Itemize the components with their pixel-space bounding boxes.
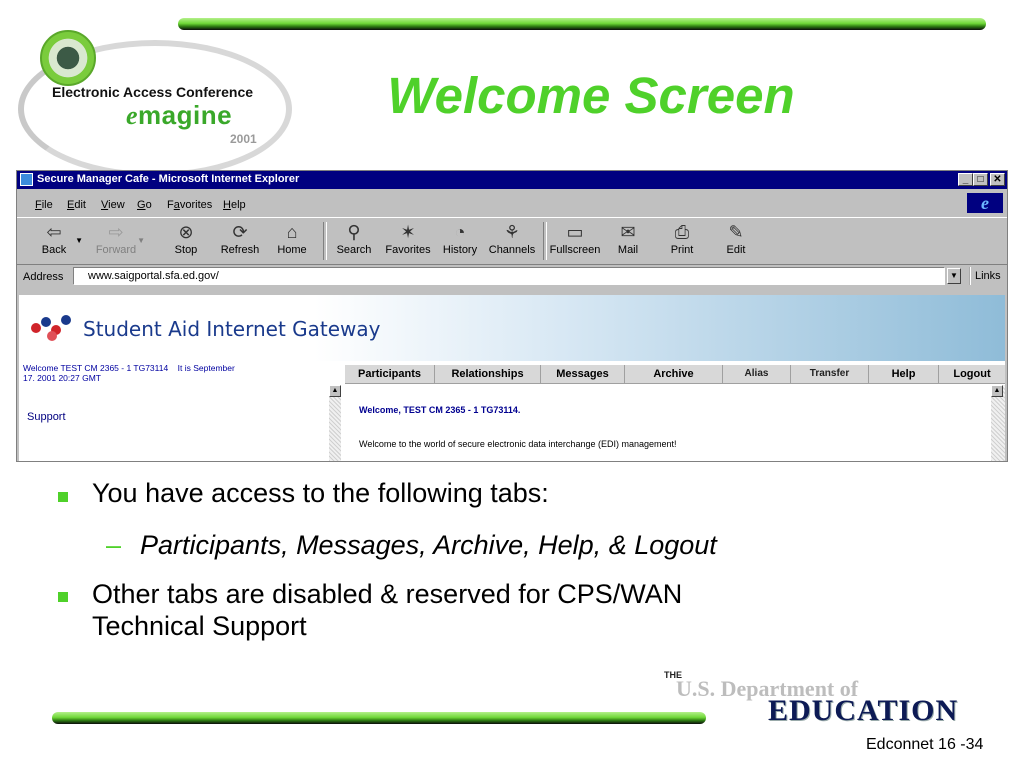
back-button[interactable]: ⇦ Back ▼ — [29, 220, 79, 262]
main-frame-scrollbar[interactable] — [991, 385, 1005, 461]
favorites-button[interactable]: ✶ Favorites — [383, 220, 433, 262]
address-dropdown-button[interactable]: ▼ — [947, 268, 961, 284]
edit-icon: ✎ — [728, 222, 744, 242]
status-line-1: Welcome TEST CM 2365 - 1 TG73114 It is September — [23, 363, 235, 373]
window-title: Secure Manager Cafe - Microsoft Internet Explorer — [37, 173, 300, 185]
sag-banner — [19, 295, 1005, 361]
logo-e-prefix: e — [126, 101, 139, 130]
back-arrow-icon: ⇦ — [46, 222, 62, 242]
logo-magine: magine — [138, 100, 233, 130]
mail-button[interactable]: ✉ Mail — [603, 220, 653, 262]
left-frame-scrollbar[interactable] — [329, 385, 341, 461]
address-label: Address — [23, 271, 64, 283]
stop-icon: ⊗ — [178, 222, 194, 242]
bottom-decorative-bar — [52, 712, 706, 724]
fullscreen-button[interactable]: ▭ Fullscreen — [547, 220, 603, 262]
search-icon: ⚲ — [347, 222, 361, 242]
page-content — [19, 295, 1005, 461]
ie-logo-icon: e — [967, 193, 1003, 213]
ed-logo-education: EDUCATION — [768, 694, 959, 727]
forward-arrow-icon: ⇨ — [108, 222, 124, 242]
address-input[interactable] — [73, 267, 945, 285]
refresh-button[interactable]: ⟳ Refresh — [215, 220, 265, 262]
minimize-button[interactable]: _ — [958, 173, 973, 186]
welcome-heading: Welcome, TEST CM 2365 - 1 TG73114. — [359, 405, 521, 415]
home-icon: ⌂ — [286, 222, 298, 242]
history-button[interactable]: ◔ History — [435, 220, 485, 262]
links-button[interactable]: Links — [969, 267, 1005, 285]
slide-title: Welcome Screen — [387, 67, 795, 124]
scroll-up-arrow-icon[interactable]: ▲ — [991, 385, 1003, 397]
bullet-2-line-2: Technical Support — [92, 611, 307, 641]
forward-button[interactable]: ⇨ Forward ▼ — [91, 220, 141, 262]
browser-toolbar — [17, 217, 1007, 265]
ed-logo-department: U.S. Department of — [676, 676, 859, 701]
fullscreen-icon: ▭ — [566, 222, 584, 242]
menu-help[interactable]: Help — [223, 199, 246, 211]
logo-year: 2001 — [230, 132, 257, 146]
tab-relationships[interactable]: Relationships — [435, 365, 541, 383]
tab-logout[interactable]: Logout — [953, 368, 991, 380]
print-button[interactable]: ⎙ Print — [657, 220, 707, 262]
stop-button[interactable]: ⊗ Stop — [161, 220, 211, 262]
menu-favorites[interactable]: Favorites — [167, 199, 213, 211]
channels-button[interactable]: ⚘ Channels — [488, 222, 536, 256]
channels-icon: ⚘ — [503, 222, 521, 242]
favorites-icon: ✶ — [400, 222, 416, 242]
menu-file[interactable]: File — [35, 199, 53, 211]
window-titlebar — [17, 171, 1007, 189]
scroll-up-arrow-icon[interactable]: ▲ — [329, 385, 341, 397]
tab-alias[interactable]: Alias — [723, 365, 791, 383]
conference-logo — [18, 22, 288, 172]
ed-logo-the: THE — [664, 670, 682, 680]
ie-window-icon — [20, 173, 33, 186]
sub-bullet-dash: – — [106, 530, 122, 560]
menu-go[interactable]: Go — [137, 199, 152, 211]
seal-icon — [40, 30, 96, 86]
print-icon: ⎙ — [674, 222, 690, 242]
menu-edit[interactable]: Edit — [67, 199, 86, 211]
banner-title: Student Aid Internet Gateway — [83, 317, 381, 341]
status-line-2: 17. 2001 20:27 GMT — [23, 373, 101, 383]
tab-archive[interactable]: Archive — [625, 365, 723, 383]
user-status — [23, 363, 323, 383]
bullet-square-icon — [58, 592, 68, 602]
bullet-1-sub: Participants, Messages, Archive, Help, & Logout — [140, 530, 717, 560]
address-bar — [17, 265, 1007, 289]
bullet-2-line-1: Other tabs are disabled & reserved for CPS/WAN — [92, 579, 683, 609]
home-button[interactable]: ⌂ Home — [267, 220, 317, 262]
browser-window — [16, 170, 1008, 462]
bullet-2 — [92, 578, 682, 642]
history-icon: ◔ — [454, 222, 466, 242]
refresh-icon: ⟳ — [232, 222, 248, 242]
edit-button[interactable]: ✎ Edit — [711, 220, 761, 262]
logo-line1: Electronic Access Conference — [52, 84, 254, 100]
close-button[interactable]: ✕ — [990, 173, 1005, 186]
search-button[interactable]: ⚲ Search — [329, 220, 379, 262]
menu-bar — [17, 191, 1007, 215]
student-aid-logo-icon — [29, 313, 77, 341]
bullet-square-icon — [58, 492, 68, 502]
nav-tab-bar — [345, 365, 1005, 384]
top-decorative-bar — [178, 18, 986, 30]
slide-footer: Edconnet 16 -34 — [866, 736, 984, 753]
mail-icon: ✉ — [620, 222, 636, 242]
maximize-button[interactable]: □ — [973, 173, 988, 186]
tab-transfer[interactable]: Transfer — [791, 365, 869, 383]
support-link[interactable]: Support — [27, 411, 66, 423]
tab-participants[interactable]: Participants — [345, 365, 435, 383]
tab-messages[interactable]: Messages — [541, 365, 625, 383]
logo-line2 — [126, 100, 232, 131]
welcome-message: Welcome to the world of secure electronic data interchange (EDI) management! — [359, 439, 677, 449]
menu-view[interactable]: View — [101, 199, 125, 211]
tab-help[interactable]: Help — [869, 365, 939, 383]
bullet-1: You have access to the following tabs: — [92, 478, 549, 508]
